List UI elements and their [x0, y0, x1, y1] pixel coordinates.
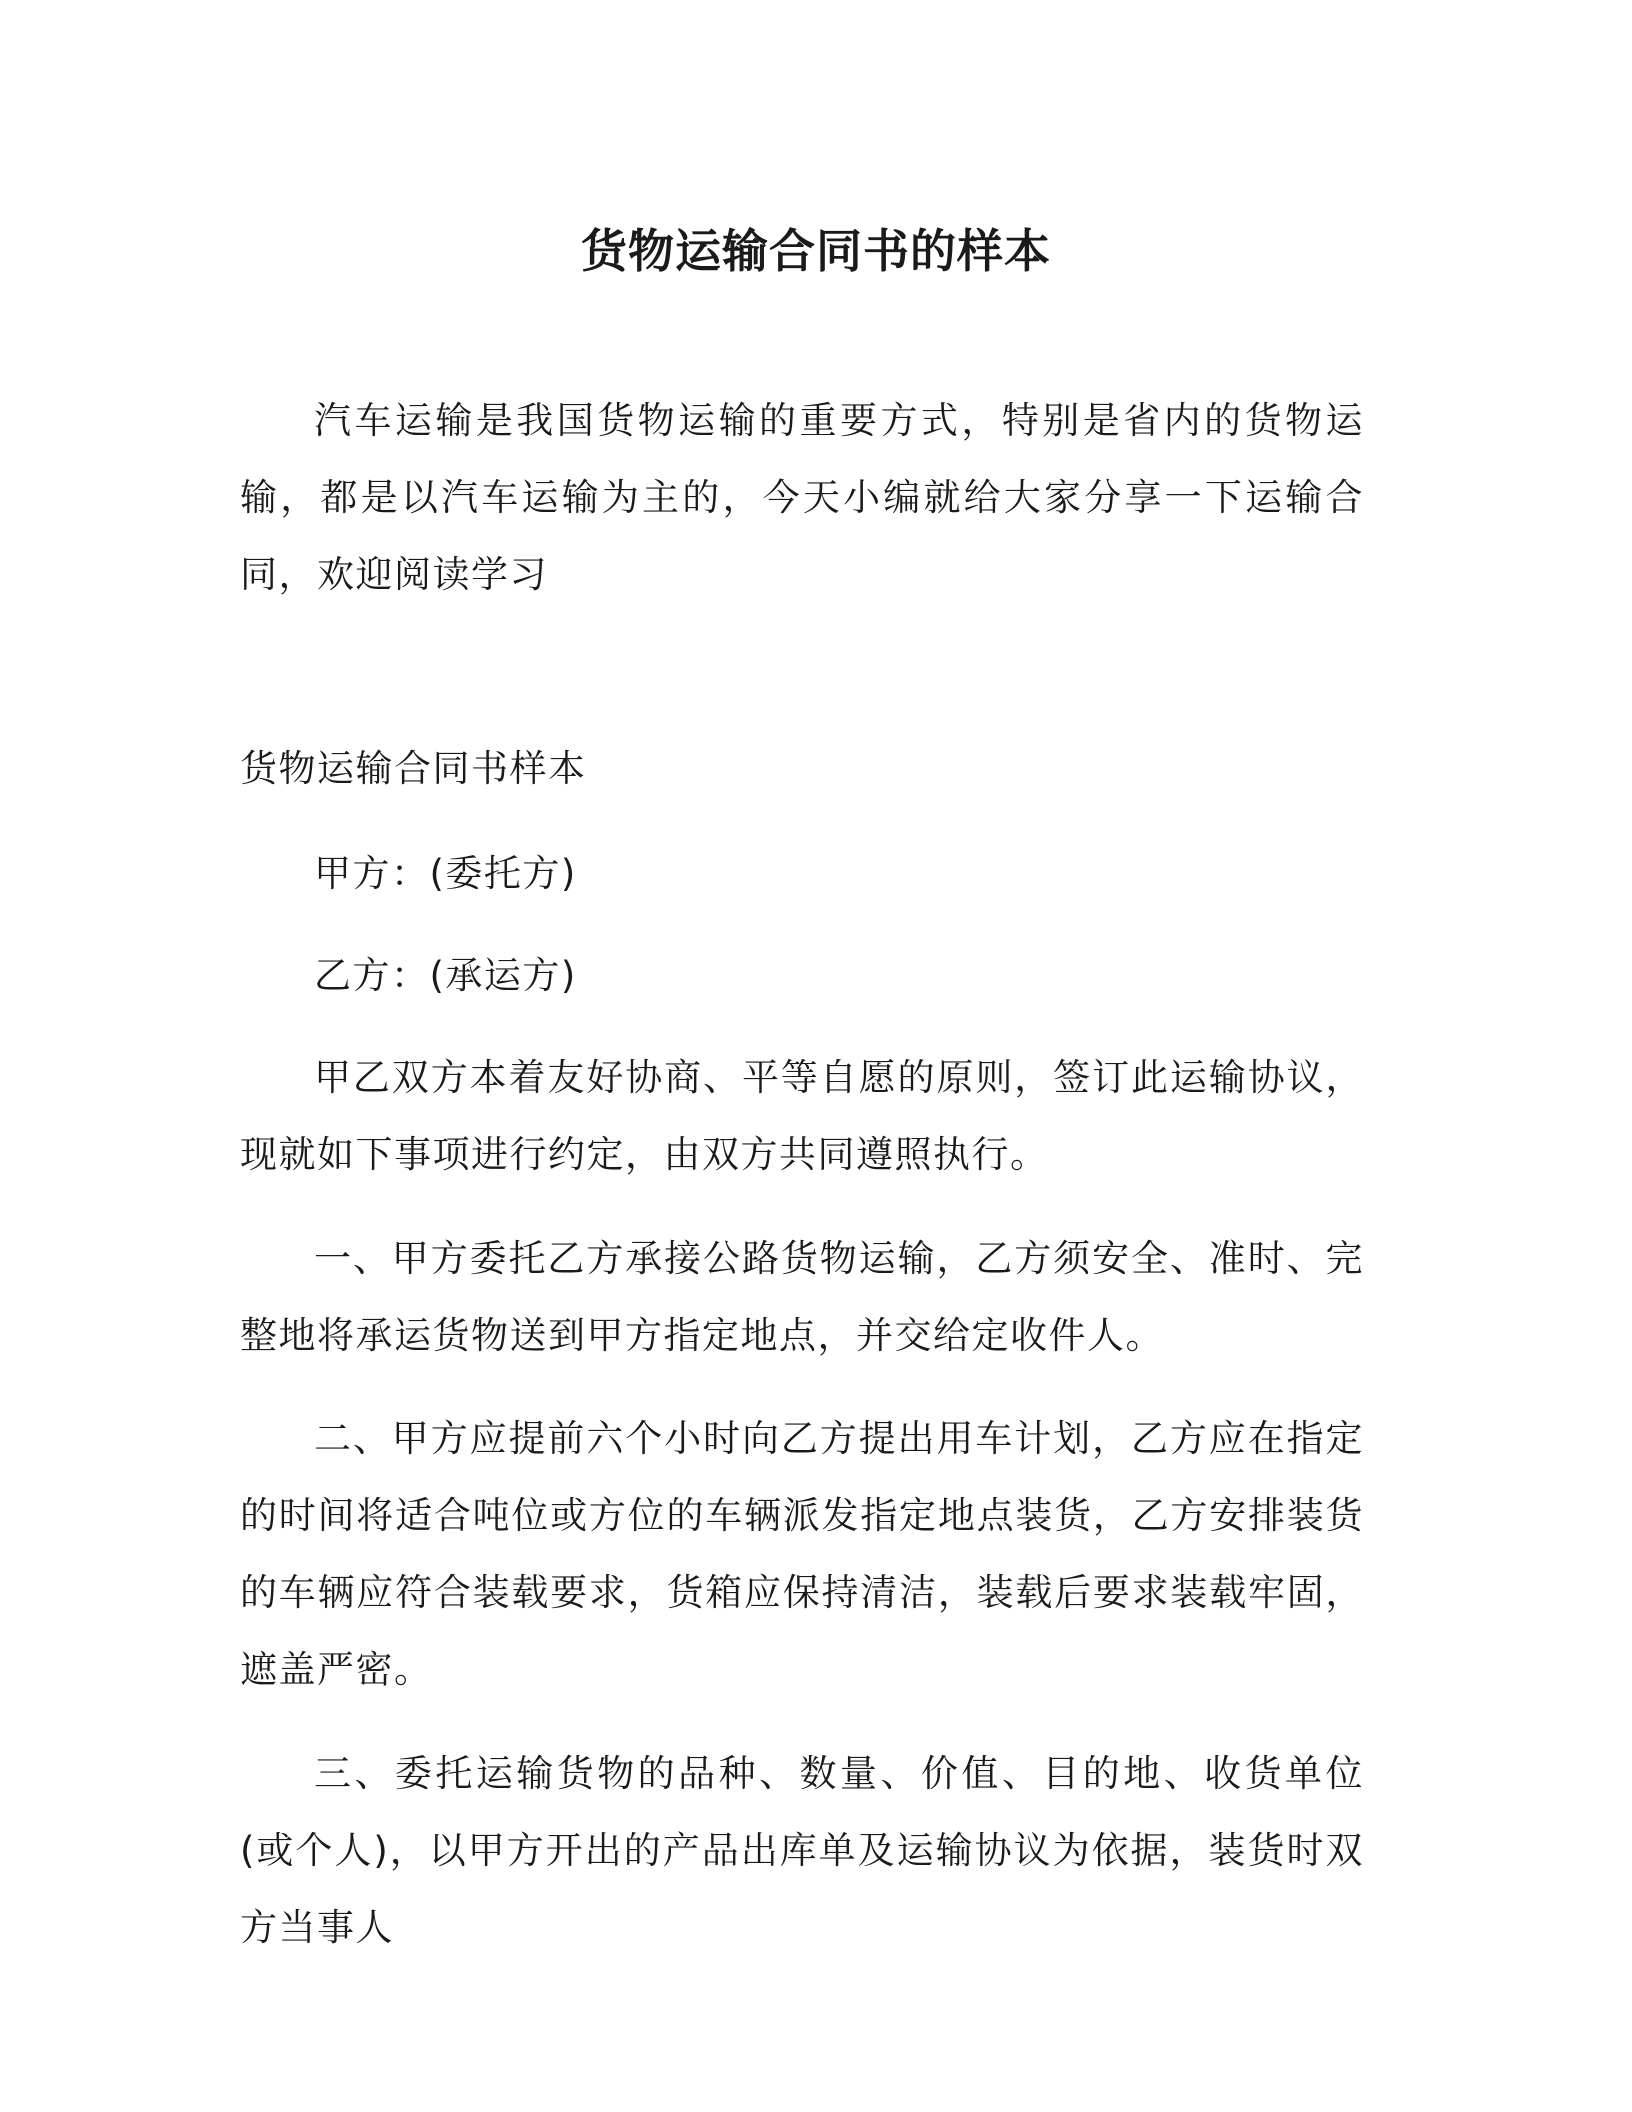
- clause-3-block: [240, 1735, 1364, 1966]
- section-heading-block: [240, 730, 1364, 807]
- party-a-block: [240, 835, 1364, 912]
- clause-3-paragraph: 三、委托运输货物的品种、数量、价值、目的地、收货单位(或个人)，以甲方开出的产品出库单及运输协议为依据，装货时双方当事人: [240, 1752, 1364, 1949]
- party-b-line: 乙方：(承运方): [314, 954, 577, 997]
- clause-1-block: [240, 1220, 1364, 1374]
- clause-1-paragraph: 一、甲方委托乙方承接公路货物运输，乙方须安全、准时、完整地将承运货物送到甲方指定地点，并交给定收件人。: [240, 1237, 1364, 1357]
- clause-2-paragraph: 二、甲方应提前六个小时向乙方提出用车计划，乙方应在指定的时间将适合吨位或方位的车辆派发指定地点装货，乙方安排装货的车辆应符合装载要求，货箱应保持清洁，装载后要求装载牢固，遮盖严密。: [240, 1417, 1364, 1691]
- intro-paragraph: 汽车运输是我国货物运输的重要方式，特别是省内的货物运输，都是以汽车运输为主的，今天小编就给大家分享一下运输合同，欢迎阅读学习: [240, 399, 1364, 596]
- document-title: 货物运输合同书的样本: [581, 224, 1051, 278]
- party-b-block: [240, 937, 1364, 1014]
- preamble-block: [240, 1039, 1364, 1193]
- preamble-paragraph: 甲乙双方本着友好协商、平等自愿的原则，签订此运输协议，现就如下事项进行约定，由双方共同遵照执行。: [240, 1056, 1364, 1176]
- clause-2-block: [240, 1400, 1364, 1708]
- party-a-line: 甲方：(委托方): [314, 852, 577, 895]
- section-heading: 货物运输合同书样本: [240, 747, 587, 790]
- intro-block: [240, 382, 1364, 613]
